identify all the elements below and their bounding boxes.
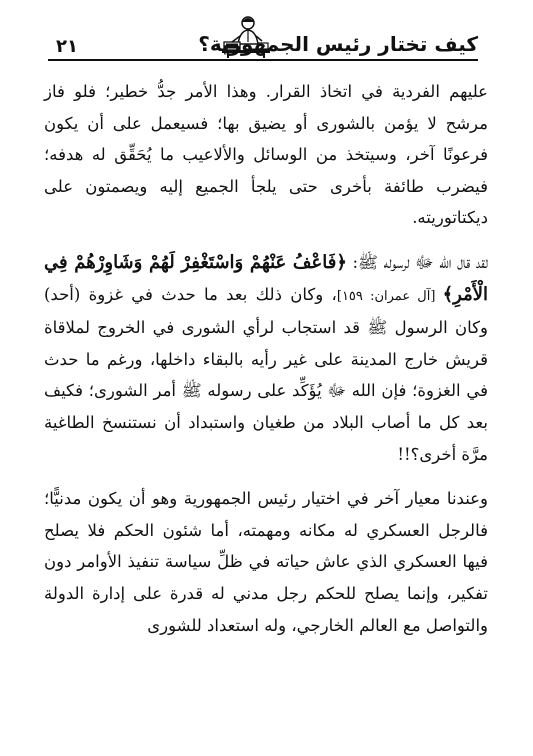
paragraph-3: وعندنا معيار آخر في اختيار رئيس الجمهورية وهو أن يكون مدنيًّا؛ فالرجل العسكري له مكانه ومهمته، أما شئون الحكم فلا يصلح فيها العسكري الذي عاش حياته في ظلِّ سياسة تنفيذ الأوامر دون تفكير، وإنما يصلح للحكم رجل مدني له قدرة على إدارة الدولة والتواصل مع العالم الخارجي، وله استعداد للشورى: [44, 489, 488, 635]
paragraph-2-rest: ، وكان ذلك بعد ما حدث في غزوة (أحد) وكان الرسول ﷺ قد استجاب لرأي الشورى في الخروج لملاقاة قريش خارج المدينة على غير رأيه بالبقاء داخلها، ورغم ما حدث في الغزوة؛ فإن الله ﷻ يُؤَكِّد على رسوله ﷺ أمر الشورى؛ فكيف بعد كل ما أصاب البلاد من طغيان واستبداد أن نستنسخ الطاغية مرَّة أخرى؟!!: [44, 284, 488, 464]
verse-reference: [آل عمران: ١٥٩]: [336, 288, 443, 304]
paragraph-gap: [44, 234, 488, 247]
paragraph-2: [44, 247, 488, 470]
page-header: [48, 14, 478, 62]
paragraph-gap: [44, 470, 488, 483]
paragraph-2-intro: لقد قال الله ﷻ لرسوله ﷺ:: [346, 252, 488, 272]
page-number: ٢١: [56, 36, 78, 57]
header-rule: [48, 59, 478, 61]
paragraph-1: عليهم الفردية في اتخاذ القرار. وهذا الأمر جدُّ خطير؛ فلو فاز مرشح لا يؤمن بالشورى أو يضيق بها؛ فسيعمل على أن يكون فرعونًا آخر، وسيتخذ من الوسائل والألاعيب ما يُحَقِّق له هدفه؛ فيضرب طائفة بأخرى حتى يلجأ الجميع إليه ويصمتون على ديكتاتوريته.: [44, 82, 488, 228]
body-text: [44, 76, 488, 641]
running-title: كيف تختار رئيس الجمهورية؟: [198, 32, 478, 56]
quran-verse: ﴿فَاعْفُ عَنْهُمْ وَاسْتَغْفِرْ لَهُمْ وَشَاوِرْهُمْ فِي الْأَمْرِ﴾: [44, 251, 488, 305]
